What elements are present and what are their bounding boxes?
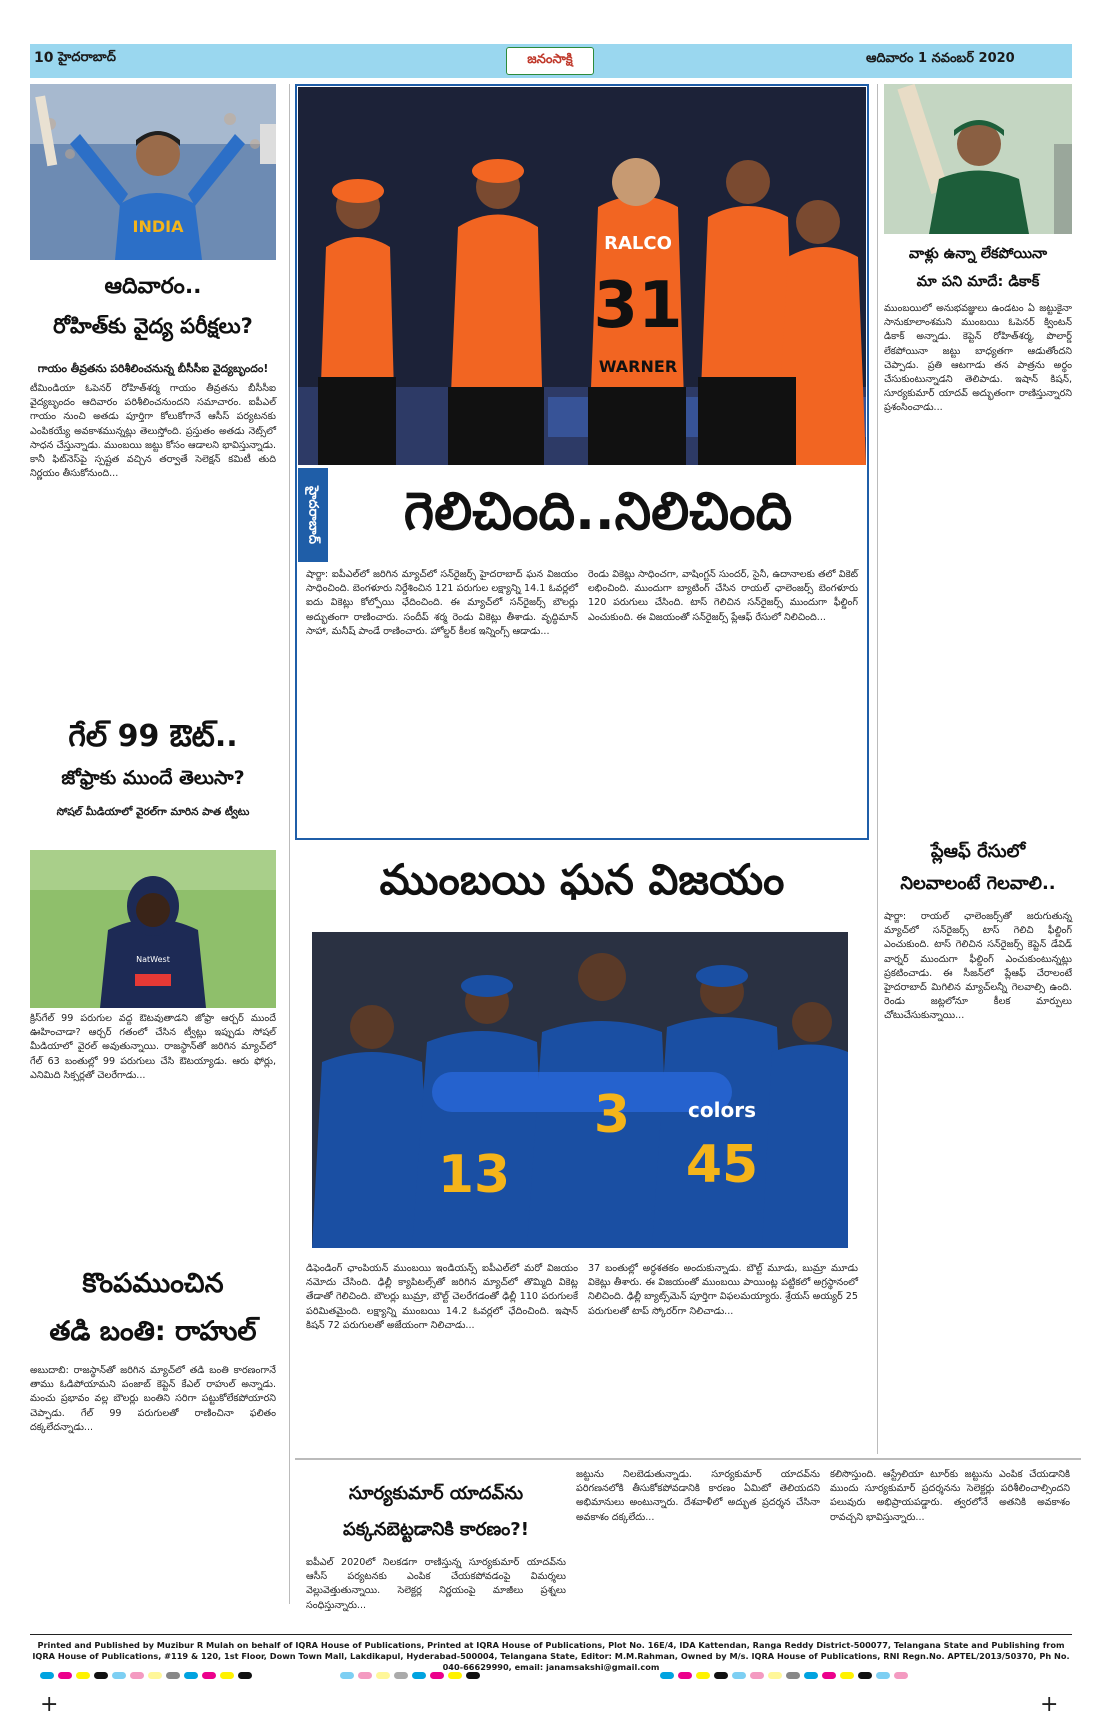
srh-body-left: షార్జా: ఐపీఎల్‌లో జరిగిన మ్యాచ్‌లో సన్‌రైజర్స్ హైదరాబాద్ ఘన విజయం సాధించింది. బెంగళూరు నిర్దేశించిన 121 పరుగుల లక్ష్యాన్ని 14.1 ఓవర్లలో ఐదు వికెట్లు కోల్పోయి ఛేదించింది. ఈ మ్యాచ్‌లో సన్‌రైజర్స్ బౌలర్లు అద్భుతంగా రాణించారు. సందీప్ శర్మ రెండు వికెట్లు తీశాడు. వృద్ధిమాన్ సాహా, మనీష్ పాండే రాణించారు. హోల్డర్ కీలక ఇన్నింగ్స్ ఆడాడు... [306, 569, 582, 637]
gayle-headline: గేల్ 99 ఔట్.. [68, 719, 238, 754]
dekock-headline-2: మా పని మాదే: డికాక్ [916, 274, 1040, 290]
issue-date: ఆదివారం 1 నవంబర్ 2020 [866, 51, 1015, 66]
dateline-text: హైదరాబాద్ [305, 486, 321, 544]
suryakumar-box [295, 1458, 1081, 1460]
playoff-headline-2: నిలవాలంటే గెలవాలి.. [900, 873, 1056, 894]
suryakumar-headline: సూర్యకుమార్ యాదవ్‌ను పక్కనబెట్టడానికి కారణం?! [343, 1483, 529, 1540]
rohit-kicker: ఆదివారం.. [104, 274, 202, 299]
edition-label: హైదరాబాద్ [58, 50, 116, 65]
page-number: 10 [34, 50, 54, 66]
gayle-body: క్రిస్‌గేల్ 99 పరుగుల వద్ద ఔటవుతాడని జోఫ్రా ఆర్చర్ ముందే ఊహించాడా? ఆర్చర్ గతంలో చేసిన ట్వీట్లు ఇప్పుడు సోషల్ మీడియాలో వైరల్ అవుతున్నాయి. రాజస్థాన్‌తో జరిగిన మ్యాచ్‌లో గేల్ 63 బంతుల్లో 99 పరుగులు చేసి ఔటయ్యాడు. ఆరు ఫోర్లు, ఎనిమిది సిక్సర్లతో చెలరేగాడు... [30, 1013, 280, 1081]
column-divider-right [877, 84, 878, 1454]
footer-rule [30, 1634, 1072, 1635]
masthead-text: జనంసాక్షి [527, 52, 573, 67]
suryakumar-body-left: ఐపీఎల్ 2020లో నిలకడగా రాణిస్తున్న సూర్యకుమార్ యాదవ్‌ను ఆసీస్ పర్యటనకు ఎంపిక చేయకపోవడంపై విమర్శలు వెల్లువెత్తుతున్నాయి. సెలెక్టర్ల నిర్ణయంపై మాజీలు ప్రశ్నలు సంధిస్తున్నారు... [306, 1557, 570, 1611]
dekock-body: ముంబయిలో అనుభవజ్ఞులు ఉండటం ఏ జట్టుకైనా సానుకూలాంశమని ముంబయి ఓపెనర్ క్వింటన్ డికాక్ అన్నాడు. కెప్టెన్ రోహిత్‌శర్మ, పొలార్డ్ లేకపోయినా జట్టు బాధ్యతగా ఆడుతోందని చెప్పాడు. ప్రతి ఆటగాడు తన పాత్రను అర్థం చేసుకుంటున్నాడని తెలిపాడు. ఇషాన్ కిషన్, సూర్యకుమార్ యాదవ్ అద్భుతంగా రాణిస్తున్నారని ప్రశంసించాడు... [884, 303, 1076, 414]
rohit-photo [30, 84, 276, 260]
rohit-body: టీమిండియా ఓపెనర్ రోహిత్‌శర్మ గాయం తీవ్రతను బీసీసీఐ వైద్యబృందం ఆదివారం పరిశీలించనుందని సమాచారం. ఐపీఎల్ గాయం నుంచి అతడు పూర్తిగా కోలుకోగానే ఆసీస్ పర్యటనకు ఎంపికయ్యే అవకాశమున్నట్లు తెలుస్తోంది. ప్రస్తుతం అతడు నెట్స్‌లో సాధన చేస్తున్నాడు. ముంబయి జట్టు కోసం ఆడాలని భావిస్తున్నాడు. కానీ ఫిట్‌నెస్‌పై స్పష్టత వచ్చిన తర్వాతే సెలెక్షన్ కమిటీ తుది నిర్ణయం తీసుకోనుంది... [30, 383, 280, 480]
svg-text:31: 31 [593, 269, 683, 343]
rahul-headline: తడి బంతి: రాహుల్ [49, 1316, 257, 1347]
rohit-headline: రోహిత్‌కు వైద్య పరీక్షలు? [53, 314, 253, 338]
color-registration-bar [40, 1672, 252, 1679]
suryakumar-body-mid: జట్టును నిలబెడుతున్నాడు. సూర్యకుమార్ యాదవ్‌ను పరిగణనలోకి తీసుకోకపోవడానికి కారణం ఏమిటో తెలియదని అభిమానులు అంటున్నారు. దేశవాళీలో అద్భుత ప్రదర్శన చేసినా అవకాశం దక్కలేదు... [576, 1469, 824, 1523]
gayle-tagline: సోషల్ మీడియాలో వైరల్‌గా మారిన పాత ట్వీటు [56, 806, 250, 818]
rahul-body: అబుదాబి: రాజస్థాన్‌తో జరిగిన మ్యాచ్‌లో తడి బంతి కారణంగానే తాము ఓడిపోయామని పంజాబ్ కెప్టెన్ కేఎల్ రాహుల్ అన్నాడు. మంచు ప్రభావం వల్ల బౌలర్లు బంతిని సరిగా పట్టుకోలేకపోయారని చెప్పాడు. గేల్ 99 పరుగులతో రాణించినా ఫలితం దక్కలేదన్నాడు... [30, 1365, 280, 1433]
rohit-deck: గాయం తీవ్రతను పరిశీలించనున్న బీసీసీఐ వైద్యబృందం! [37, 362, 269, 375]
svg-text:3: 3 [593, 1085, 631, 1145]
playoff-body: షార్జా: రాయల్ ఛాలెంజర్స్‌తో జరుగుతున్న మ్యాచ్‌లో సన్‌రైజర్స్ టాస్ గెలిచి ఫీల్డింగ్ ఎంచుకుంది. టాస్ గెలిచిన సన్‌రైజర్స్ కెప్టెన్ డేవిడ్ వార్నర్ ముందుగా ఫీల్డింగ్ ఎంచుకుంటున్నట్లు ప్రకటించాడు. ఈ సీజన్‌లో ప్లేఆఫ్ చేరాలంటే హైదరాబాద్ మిగిలిన మ్యాచ్‌లన్నీ గెలవాల్సి ఉంది. రెండు జట్లలోనూ కీలక మార్పులు చోటుచేసుకున్నాయి... [884, 911, 1076, 1022]
column-divider-left [289, 84, 290, 1604]
playoff-headline-1: ప్లేఆఫ్ రేసులో [930, 841, 1026, 862]
dateline-badge [298, 468, 328, 562]
svg-text:45: 45 [685, 1135, 759, 1195]
color-registration-bar-center [340, 1672, 480, 1679]
suryakumar-body-right: కలిసొస్తుంది. ఆస్ట్రేలియా టూర్‌కు జట్టును ఎంపిక చేయడానికి ముందు సూర్యకుమార్ ప్రదర్శనను సెలెక్టర్లు పరిశీలించాల్సిందని పలువురు అభిప్రాయపడ్డారు. త్వరలోనే అతనికి అవకాశం రావచ్చని భావిస్తున్నారు... [830, 1469, 1074, 1523]
svg-text:INDIA: INDIA [132, 217, 184, 236]
footer-imprint: Printed and Published by Muzibur R Mulah on behalf of IQRA House of Publications, Printed at IQRA House of Publications, Plot No. 16E/4, IDA Kattendan, Ranga Reddy District-500077, Telangana State and Publishing from IQRA House of Publications, #119 & 120, 1st Floor, Down Town Mall, Lakdikapul, Hyderabad-500004, Telangana State, Editor: M.M.Rahman, Owned by M/s. IQRA House of Publications, RNI Regn.No. APTEL/2013/50370, Ph No. 040-66629990, email: janamsakshi@gmail.com [32, 1640, 1070, 1672]
mumbai-body-left: డిఫెండింగ్ ఛాంపియన్ ముంబయి ఇండియన్స్ ఐపీఎల్‌లో మరో విజయం నమోదు చేసింది. ఢిల్లీ క్యాపిటల్స్‌తో జరిగిన మ్యాచ్‌లో తొమ్మిది వికెట్ల తేడాతో గెలిచింది. బౌలర్లు బుమ్రా, బౌల్ట్ చెలరేగడంతో ఢిల్లీ 110 పరుగులకే పరిమితమైంది. లక్ష్యాన్ని ముంబయి 14.2 ఓవర్లలో ఛేదించింది. ఇషాన్ కిషన్ 72 పరుగులతో అజేయంగా నిలిచాడు... [306, 1263, 582, 1331]
svg-text:WARNER: WARNER [598, 357, 678, 376]
svg-text:colors: colors [688, 1098, 756, 1122]
crop-mark-left: + [40, 1692, 59, 1717]
color-registration-bar-right [660, 1672, 908, 1679]
mumbai-headline: ముంబయి ఘన విజయం [379, 855, 785, 904]
masthead-logo [506, 47, 594, 75]
dekock-photo [884, 84, 1072, 234]
rahul-kicker: కొంపముంచిన [82, 1268, 224, 1299]
mumbai-body-right: 37 బంతుల్లో అర్ధశతకం అందుకున్నాడు. బౌల్ట్ మూడు, బుమ్రా మూడు వికెట్లు తీశారు. ఈ విజయంతో ముంబయి పాయింట్ల పట్టికలో అగ్రస్థానంలో నిలిచింది. ఢిల్లీ బ్యాట్స్‌మెన్ పూర్తిగా విఫలమయ్యారు. శ్రేయస్ అయ్యర్ 25 పరుగులతో టాప్ స్కోరర్‌గా నిలిచాడు... [588, 1263, 862, 1317]
srh-headline: గెలిచింది..నిలిచింది [403, 482, 793, 542]
archer-photo [30, 850, 276, 1008]
srh-body-right: రెండు వికెట్లు సాధించగా, వాషింగ్టన్ సుందర్, సైనీ, ఉదానాలకు తలో వికెట్ లభించింది. ముందుగా బ్యాటింగ్ చేసిన రాయల్ ఛాలెంజర్స్ బెంగళూరు 120 పరుగులు చేసింది. టాస్ గెలిచిన సన్‌రైజర్స్ ముందుగా ఫీల్డింగ్ ఎంచుకుంది. ఈ విజయంతో సన్‌రైజర్స్ ప్లేఆఫ్ రేసులో నిలిచింది... [588, 569, 862, 623]
svg-text:RALCO: RALCO [604, 233, 672, 254]
mumbai-huddle-photo [312, 932, 848, 1248]
dekock-headline-1: వాళ్లు ఉన్నా లేకపోయినా [908, 246, 1048, 262]
svg-text:NatWest: NatWest [136, 955, 170, 964]
srh-celebration-photo [298, 87, 866, 465]
crop-mark-right: + [1040, 1692, 1059, 1717]
svg-text:13: 13 [437, 1145, 511, 1205]
gayle-deck: జోఫ్రాకు ముందే తెలుసా? [61, 767, 245, 789]
